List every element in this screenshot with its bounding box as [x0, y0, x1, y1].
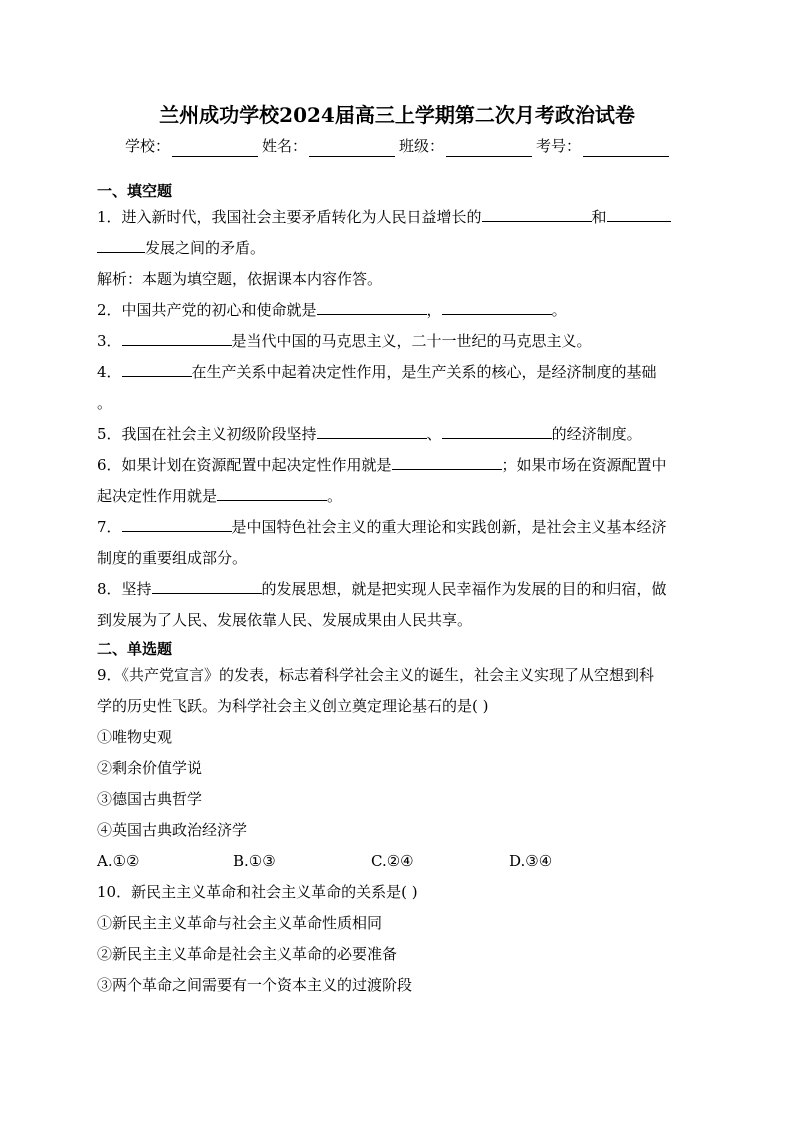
class-label: 班级：: [399, 137, 445, 155]
option-c[interactable]: C.②④: [371, 852, 414, 870]
question-5-text-c: 的经济制度。: [551, 425, 642, 443]
answer-blank[interactable]: [392, 453, 502, 470]
question-6-text-a: 6．如果计划在资源配置中起决定性作用就是: [97, 456, 392, 474]
answer-blank[interactable]: [122, 329, 232, 346]
answer-blank[interactable]: [97, 236, 145, 253]
question-10-item: ①新民主主义革命与社会主义革命性质相同: [97, 914, 383, 932]
question-3: [97, 326, 697, 357]
question-6-text-d: 。: [327, 487, 343, 505]
question-7-text-c: 制度的重要组成部分。: [97, 549, 248, 567]
question-7-text-b: 是中国特色社会主义的重大理论和实践创新，是社会主义基本经济: [231, 518, 667, 536]
student-info-row: [0, 135, 794, 157]
question-7-text-a: 7．: [97, 518, 122, 536]
question-7: [97, 512, 697, 574]
exam-content: [97, 180, 697, 1001]
answer-blank[interactable]: [122, 515, 232, 532]
answer-blank[interactable]: [122, 360, 192, 377]
answer-blank[interactable]: [482, 205, 592, 222]
question-3-text-a: 3．: [97, 332, 122, 350]
answer-blank[interactable]: [317, 298, 427, 315]
number-field: [536, 135, 669, 157]
answer-blank[interactable]: [217, 484, 327, 501]
question-6-text-b: ；如果市场在资源配置中: [501, 456, 667, 474]
question-2: [97, 295, 697, 326]
number-label: 考号：: [536, 137, 582, 155]
question-3-text-b: 是当代中国的马克思主义，二十一世纪的马克思主义。: [231, 332, 592, 350]
question-5: [97, 419, 697, 450]
option-a[interactable]: A.①②: [97, 852, 140, 870]
school-field: [125, 135, 258, 157]
question-4-text-a: 4．: [97, 363, 122, 381]
question-8-text-c: 到发展为了人民、发展依靠人民、发展成果由人民共享。: [97, 611, 473, 629]
question-10-stem: 10．新民主主义革命和社会主义革命的关系是( ): [97, 883, 418, 901]
number-blank[interactable]: [583, 140, 669, 157]
class-field: [399, 135, 532, 157]
answer-blank[interactable]: [442, 422, 552, 439]
answer-blank[interactable]: [317, 422, 427, 439]
name-field: [262, 135, 395, 157]
question-2-text-a: 2．中国共产党的初心和使命就是: [97, 301, 317, 319]
class-blank[interactable]: [446, 140, 532, 157]
section-fill-heading: 一、填空题: [97, 182, 173, 200]
question-1-text-b: 和: [591, 208, 607, 226]
question-5-text-a: 5．我国在社会主义初级阶段坚持: [97, 425, 317, 443]
question-9-item: ②剩余价值学说: [97, 759, 203, 777]
question-2-text-c: 。: [551, 301, 567, 319]
question-8-text-a: 8．坚持: [97, 580, 152, 598]
question-2-text-b: ，: [426, 301, 442, 319]
analysis-text: 解析：本题为填空题，依据课本内容作答。: [97, 270, 383, 288]
answer-blank[interactable]: [442, 298, 552, 315]
question-9-item: ④英国古典政治经济学: [97, 821, 248, 839]
option-b[interactable]: B.①③: [233, 852, 276, 870]
exam-title: 兰州成功学校2024届高三上学期第二次月考政治试卷: [159, 103, 635, 127]
question-6: [97, 450, 697, 512]
question-6-text-c: 起决定性作用就是: [97, 487, 218, 505]
school-label: 学校：: [124, 137, 170, 155]
question-10-item: ③两个革命之间需要有一个资本主义的过渡阶段: [97, 976, 413, 994]
question-4-text-b: 在生产关系中起着决定性作用，是生产关系的核心，是经济制度的基础: [191, 363, 657, 381]
section-single-heading: 二、单选题: [97, 640, 173, 658]
question-8-text-b: 的发展思想，就是把实现人民幸福作为发展的目的和归宿，做: [261, 580, 667, 598]
name-blank[interactable]: [309, 140, 395, 157]
question-10-item: ②新民主主义革命是社会主义革命的必要准备: [97, 945, 398, 963]
answer-blank[interactable]: [607, 205, 671, 222]
question-1-text-a: 1．进入新时代，我国社会主要矛盾转化为人民日益增长的: [97, 208, 482, 226]
question-10: [97, 877, 697, 1001]
question-9-item: ①唯物史观: [97, 728, 173, 746]
question-9-item: ③德国古典哲学: [97, 790, 203, 808]
question-9-stem-line2: 学的历史性飞跃。为科学社会主义创立奠定理论基石的是( ): [97, 697, 489, 715]
answer-blank[interactable]: [152, 577, 262, 594]
question-4-text-c: 。: [97, 394, 113, 412]
school-blank[interactable]: [172, 140, 258, 157]
question-1: [97, 202, 697, 264]
question-5-text-b: 、: [426, 425, 442, 443]
question-9: [97, 660, 697, 877]
question-8: [97, 574, 697, 636]
question-4: [97, 357, 697, 419]
question-9-stem-line1: 9．《共产党宣言》的发表，标志着科学社会主义的诞生，社会主义实现了从空想到科: [97, 666, 655, 684]
question-9-options: [97, 846, 697, 877]
question-1-text-c: 发展之间的矛盾。: [145, 239, 266, 257]
option-d[interactable]: D.③④: [509, 852, 553, 870]
name-label: 姓名：: [261, 137, 307, 155]
